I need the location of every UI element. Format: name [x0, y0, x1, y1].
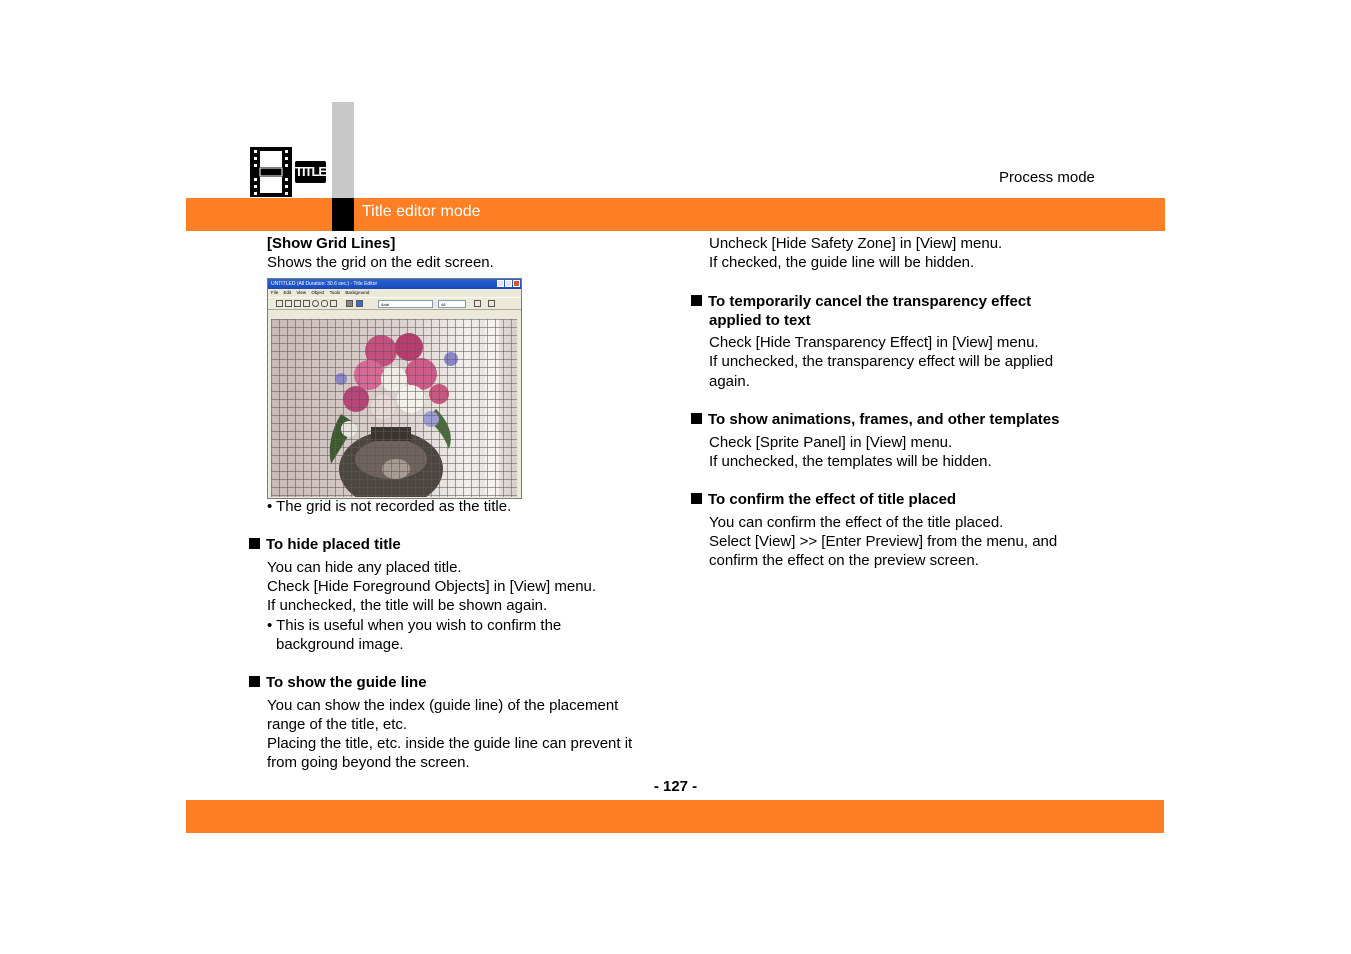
confirm-line-3: confirm the effect on the preview screen.	[709, 552, 979, 569]
square-bullet-icon	[691, 295, 702, 306]
hide-title-note-line-1: • This is useful when you wish to confirm the	[267, 617, 562, 634]
screenshot-window-buttons	[497, 280, 520, 287]
screenshot-canvas	[271, 319, 517, 497]
section-header-tab	[332, 198, 354, 231]
align-tool-icon	[488, 300, 495, 307]
title-editor-screenshot	[267, 278, 522, 499]
screenshot-titlebar: UNTITLED (All Duration: 30.6 sec.) - Title Editor	[268, 279, 521, 289]
transparency-heading-text-2: applied to text	[709, 312, 811, 329]
square-bullet-icon	[691, 413, 702, 424]
transparency-heading-text-1: To temporarily cancel the transparency effect	[708, 293, 1032, 310]
show-grid-heading: [Show Grid Lines]	[267, 235, 396, 252]
guide-line-1: You can show the index (guide line) of the placement	[267, 697, 619, 714]
line-tool-icon	[294, 300, 301, 307]
confirm-heading	[691, 490, 956, 509]
grid-note: • The grid is not recorded as the title.	[267, 498, 512, 515]
guide-heading	[249, 673, 427, 692]
templates-heading-text: To show animations, frames, and other templates	[708, 411, 1060, 428]
show-grid-desc: Shows the grid on the edit screen.	[267, 254, 494, 271]
hide-title-heading-text: To hide placed title	[266, 536, 401, 553]
transparency-line-2: If unchecked, the transparency effect will be applied	[709, 353, 1054, 370]
rounded-rect-tool-icon	[321, 300, 328, 307]
text-tool-icon	[285, 300, 292, 307]
section-title: Title editor mode	[362, 203, 481, 220]
square-bullet-icon	[249, 538, 260, 549]
grid-overlay	[271, 319, 517, 497]
minimize-icon	[497, 280, 504, 287]
square-bullet-icon	[691, 493, 702, 504]
guide-heading-text: To show the guide line	[266, 674, 427, 691]
polygon-tool-icon	[330, 300, 337, 307]
header-gray-tab	[332, 102, 354, 198]
style-tool-icon	[474, 300, 481, 307]
hide-title-line-1: You can hide any placed title.	[267, 559, 462, 576]
confirm-line-1: You can confirm the effect of the title placed.	[709, 514, 1004, 531]
confirm-line-2: Select [View] >> [Enter Preview] from the menu, and	[709, 533, 1058, 550]
transparency-line-1: Check [Hide Transparency Effect] in [View] menu.	[709, 334, 1039, 351]
templates-line-1: Check [Sprite Panel] in [View] menu.	[709, 434, 953, 451]
hide-title-line-3: If unchecked, the title will be shown again.	[267, 597, 548, 614]
page-number: - 127 -	[653, 778, 698, 795]
maximize-icon	[505, 280, 512, 287]
transparency-line-3: again.	[709, 373, 750, 390]
screenshot-menubar: File Edit View Object Tools Background	[271, 290, 370, 295]
rect-tool-icon	[303, 300, 310, 307]
color-tool-icon	[346, 300, 353, 307]
ellipse-tool-icon	[312, 300, 319, 307]
confirm-heading-text: To confirm the effect of title placed	[708, 491, 957, 508]
pointer-tool-icon	[276, 300, 283, 307]
screenshot-toolbar	[268, 297, 521, 310]
process-mode-label: Process mode	[999, 169, 1095, 186]
square-bullet-icon	[249, 676, 260, 687]
close-icon	[513, 280, 520, 287]
guide-line-2: range of the title, etc.	[267, 716, 408, 733]
hide-title-heading	[249, 535, 401, 554]
footer-bar	[186, 800, 1164, 833]
hide-title-note-line-2: background image.	[276, 636, 404, 653]
transparency-heading	[691, 292, 1031, 311]
film-strip-icon	[250, 147, 292, 197]
templates-heading	[691, 410, 1059, 429]
screenshot-font-select: Arial	[378, 300, 433, 308]
fill-tool-icon	[356, 300, 363, 307]
guide-line-3: Placing the title, etc. inside the guide line can prevent it	[267, 735, 633, 752]
title-badge-icon: TITLE	[295, 161, 326, 183]
safety-line-1: Uncheck [Hide Safety Zone] in [View] menu.	[709, 235, 1003, 252]
guide-line-4: from going beyond the screen.	[267, 754, 470, 771]
screenshot-size-select: 48	[438, 300, 466, 308]
templates-line-2: If unchecked, the templates will be hidden.	[709, 453, 992, 470]
safety-line-2: If checked, the guide line will be hidden.	[709, 254, 975, 271]
hide-title-line-2: Check [Hide Foreground Objects] in [View] menu.	[267, 578, 597, 595]
